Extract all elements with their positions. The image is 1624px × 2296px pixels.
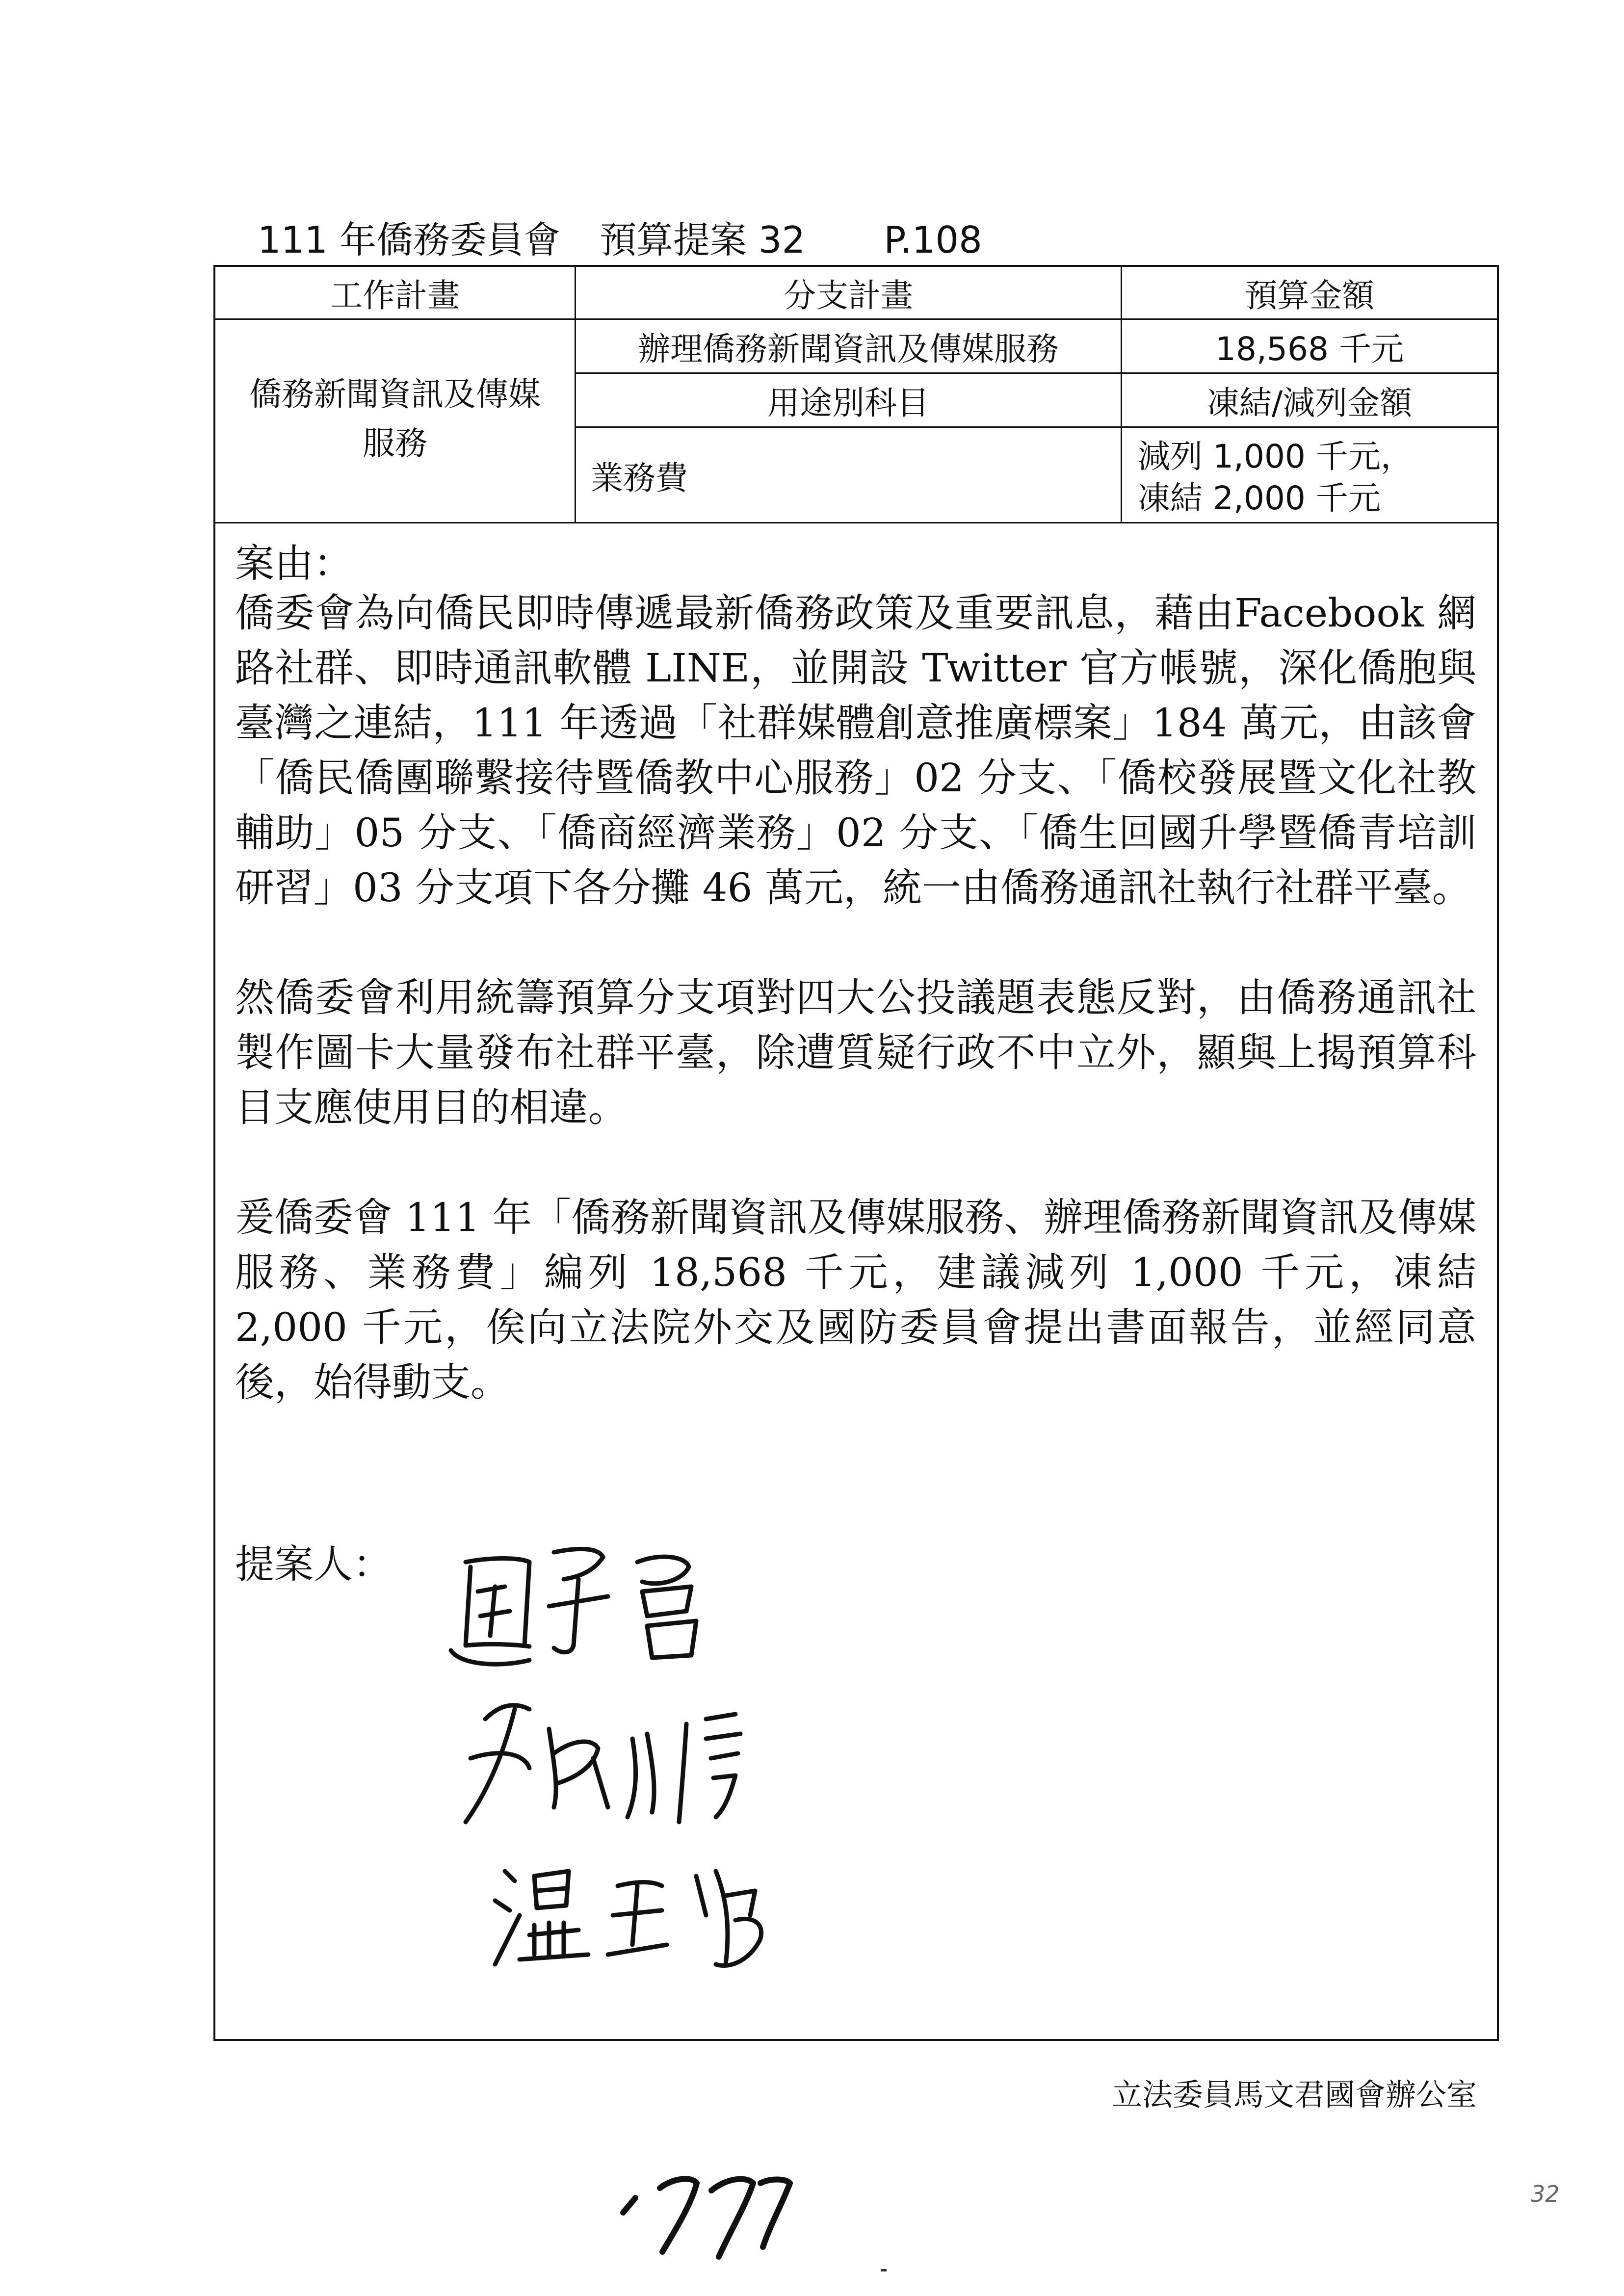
- header-work-plan: 工作計畫: [330, 277, 460, 314]
- proposer-label: 提案人：: [235, 1541, 392, 1587]
- freeze-line-2: 凍結 2,000 千元: [1138, 479, 1381, 517]
- proposal-table: [213, 265, 1499, 2041]
- title-year: 111 年僑務委員會: [258, 218, 560, 261]
- title-proposal: 預算提案 32: [600, 218, 806, 261]
- table-row-divider: [215, 522, 1497, 523]
- corner-mark: 32: [1531, 2181, 1560, 2207]
- case-label: 案由：: [235, 541, 353, 586]
- budget-amount: 18,568 千元: [1215, 330, 1404, 368]
- scan-dot: [881, 2269, 887, 2271]
- usage-header: 用途別科目: [767, 384, 929, 422]
- case-paragraph-1: 僑委會為向僑民即時傳遞最新僑務政策及重要訊息，藉由Facebook 網路社群、即時通訊軟體 LINE，並開設 Twitter 官方帳號，深化僑胞與臺灣之連結，111 年透過「社群媒體創意推廣標案」184 萬元，由該會「僑民僑團聯繫接待暨僑教中心服務」02 分支、「僑校發展暨文化社教輔助」05 分支、「僑商經濟業務」02 分支、「僑生回國升學暨僑青培訓研習」03 分支項下各分攤 46 萬元，統一由僑務通訊社執行社群平臺。: [235, 590, 1476, 911]
- title-page-ref: P.108: [884, 218, 982, 261]
- case-paragraph-3: 爰僑委會 111 年「僑務新聞資訊及傳媒服務、辦理僑務新聞資訊及傳媒服務、業務費」編列 18,568 千元，建議減列 1,000 千元，凍結 2,000 千元，俟向立法院外交及國防委員會提出書面報告，並經同意後，始得動支。: [235, 1195, 1476, 1405]
- freeze-line-1: 減列 1,000 千元，: [1138, 437, 1413, 475]
- header-sub-plan: 分支計畫: [784, 277, 913, 314]
- case-paragraph-2: 然僑委會利用統籌預算分支項對四大公投議題表態反對，由僑務通訊社製作圖卡大量發布社群平臺，除遭質疑行政不中立外，顯與上揭預算科目支應使用目的相違。: [235, 975, 1476, 1130]
- handwritten-page-number: [613, 2168, 800, 2262]
- work-plan-name: 僑務新聞資訊及傳媒服務: [249, 375, 541, 462]
- sub-plan-name: 辦理僑務新聞資訊及傳媒服務: [638, 330, 1059, 368]
- usage-item: 業務費: [591, 459, 688, 497]
- case-body: [235, 586, 1476, 1465]
- document-title: [258, 211, 992, 263]
- signatures: [431, 1533, 971, 2004]
- signature-3: [495, 1871, 761, 1966]
- signature-1: [451, 1549, 696, 1664]
- header-budget: 預算金額: [1245, 277, 1374, 314]
- freeze-header: 凍結/減列金額: [1206, 384, 1413, 422]
- signature-2: [466, 1705, 740, 1822]
- office-footer: 立法委員馬文君國會辦公室: [1111, 2077, 1477, 2113]
